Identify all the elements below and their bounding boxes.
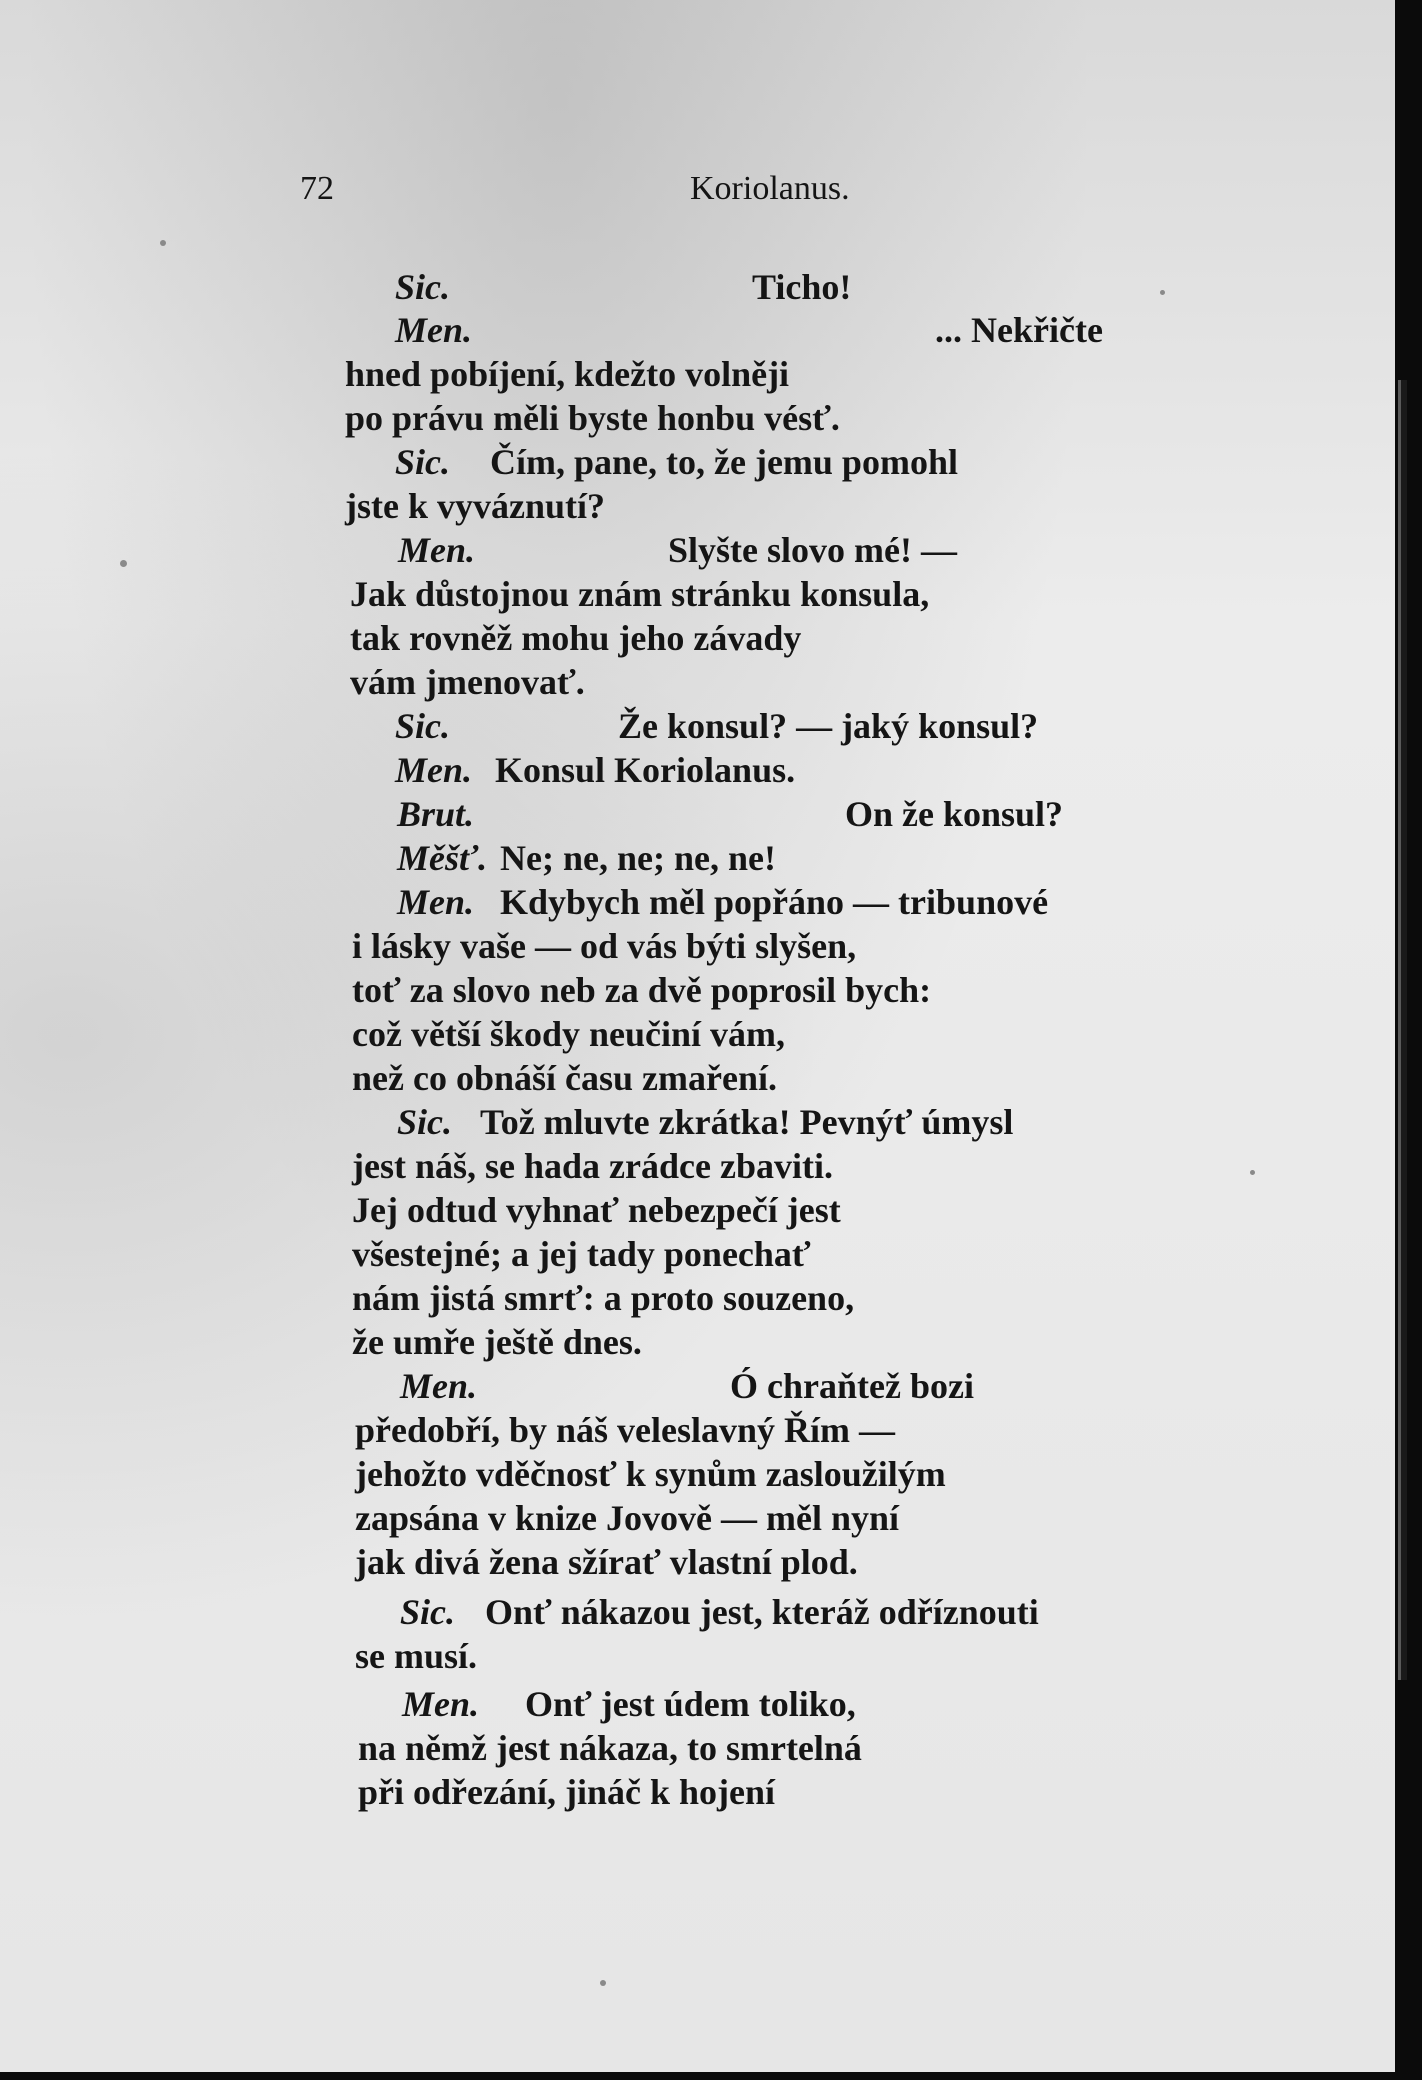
line-text: Jak důstojnou znám stránku konsula, <box>350 574 930 614</box>
paper-speck <box>600 1980 606 1986</box>
paper-speck <box>160 240 166 246</box>
line-text: že umře ještě dnes. <box>352 1322 642 1362</box>
line-text: všestejné; a jej tady ponechať <box>352 1234 811 1274</box>
line-text: při odřezání, jináč k hojení <box>358 1772 776 1812</box>
line-text: Onť jest údem toliko, <box>525 1684 856 1724</box>
speaker-name: Men. <box>395 310 473 350</box>
paper-speck <box>120 560 127 567</box>
line-text: Konsul Koriolanus. <box>495 750 796 790</box>
line-text: Slyšte slovo mé! — <box>668 530 957 570</box>
line-text: zapsána v knize Jovově — měl nyní <box>355 1498 900 1538</box>
line-text: předobří, by náš veleslavný Řím — <box>355 1410 896 1450</box>
line-text: jest náš, se hada zrádce zbaviti. <box>352 1146 833 1186</box>
line-text: jste k vyváznutí? <box>345 486 605 526</box>
line-text: vám jmenovať. <box>350 662 585 702</box>
speaker-name: Men. <box>398 530 476 570</box>
line-text: Kdybych měl popřáno — tribunové <box>500 882 1049 922</box>
line-text: Že konsul? — jaký konsul? <box>618 706 1039 746</box>
line-text: On že konsul? <box>845 794 1064 834</box>
line-text: po právu měli byste honbu vésť. <box>345 398 840 438</box>
line-text: Jej odtud vyhnať nebezpečí jest <box>352 1190 841 1230</box>
speaker-name: Sic. <box>397 1102 453 1142</box>
line-text: nám jistá smrť: a proto souzeno, <box>352 1278 855 1318</box>
line-text: Onť nákazou jest, kteráž odříznouti <box>485 1592 1039 1632</box>
speaker-name: Men. <box>395 750 473 790</box>
speaker-name: Sic. <box>395 442 451 482</box>
line-text: toť za slovo neb za dvě poprosil bych: <box>352 970 932 1010</box>
speaker-name: Měšť. <box>397 838 488 878</box>
paper-speck <box>1250 1170 1255 1175</box>
speaker-name: Men. <box>400 1366 478 1406</box>
line-text: Čím, pane, to, že jemu pomohl <box>490 442 958 482</box>
line-text: Ticho! <box>752 267 852 307</box>
speaker-name: Brut. <box>397 794 475 834</box>
line-text: hned pobíjení, kdežto volněji <box>345 354 790 394</box>
line-text: na němž jest nákaza, to smrtelná <box>358 1728 862 1768</box>
running-title: Koriolanus. <box>690 170 850 207</box>
speaker-name: Sic. <box>400 1592 456 1632</box>
paper-speck <box>1160 290 1165 295</box>
line-text: než co obnáší času zmaření. <box>352 1058 777 1098</box>
line-text: se musí. <box>355 1636 478 1676</box>
speaker-name: Sic. <box>395 267 451 307</box>
page-number: 72 <box>300 170 334 207</box>
line-text: tak rovněž mohu jeho závady <box>350 618 802 658</box>
speaker-name: Men. <box>402 1684 480 1724</box>
line-text: Ne; ne, ne; ne, ne! <box>500 838 776 878</box>
speaker-name: Men. <box>397 882 475 922</box>
binding-edge <box>1398 380 1407 1680</box>
line-text: jak divá žena sžírať vlastní plod. <box>355 1542 858 1582</box>
line-text: Ó chraňtež bozi <box>730 1366 974 1406</box>
speaker-name: Sic. <box>395 706 451 746</box>
line-text: ... Nekřičte <box>935 310 1103 350</box>
line-text: i lásky vaše — od vás býti slyšen, <box>352 926 857 966</box>
line-text: Tož mluvte zkrátka! Pevnýť úmysl <box>480 1102 1014 1142</box>
line-text: jehožto vděčnosť k synům zasloužilým <box>355 1454 946 1494</box>
line-text: což větší škody neučiní vám, <box>352 1014 786 1054</box>
